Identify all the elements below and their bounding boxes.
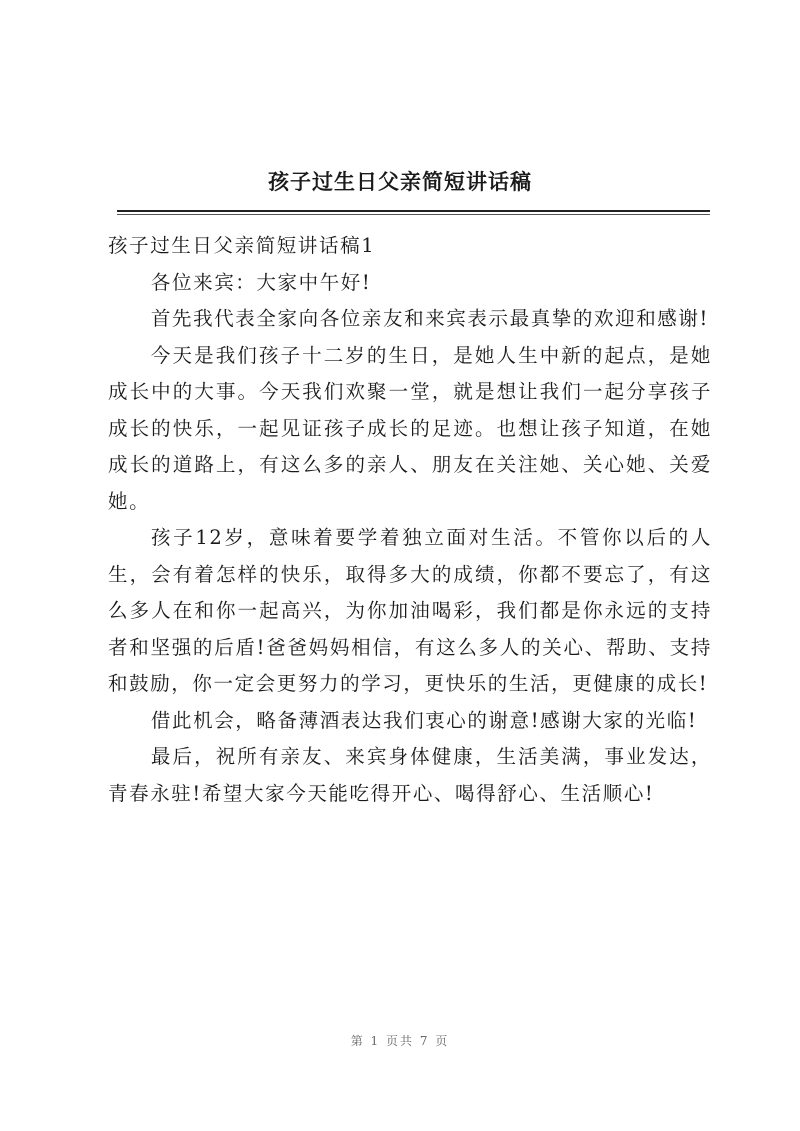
paragraph-welcome: 首先我代表全家向各位亲友和来宾表示最真挚的欢迎和感谢!	[150, 307, 709, 330]
document-title: 孩子过生日父亲简短讲话稿	[268, 170, 532, 194]
paragraph-greeting: 各位来宾：大家中午好!	[150, 270, 372, 294]
title-rule-thick	[117, 210, 710, 212]
paragraph-growth: 孩子12岁，意味着要学着独立面对生活。不管你以后的人生，会有着怎样的快乐，取得多大的成绩，你都不要忘了，有这么多人在和你一起高兴，为你加油喝彩，我们都是你永远的支持者和坚强的后盾!爸爸妈妈相信，有这么多人的关心、帮助、支持和鼓励，你一定会更努力的学习，更快乐的生活，更健康的成长!	[108, 526, 712, 695]
paragraph-birthday: 今天是我们孩子十二岁的生日，是她人生中新的起点，是她成长中的大事。今天我们欢聚一堂，就是想让我们一起分享孩子成长的快乐，一起见证孩子成长的足迹。也想让孩子知道，在她成长的道路上，有这么多的亲人、朋友在关注她、关心她、关爱她。	[108, 343, 712, 513]
paragraph-thanks: 借此机会，略备薄酒表达我们衷心的谢意!感谢大家的光临!	[150, 708, 698, 732]
section-heading: 孩子过生日父亲简短讲话稿1	[108, 234, 376, 257]
document-body	[108, 228, 712, 812]
page-footer: 第 1 页共 7 页	[350, 1034, 450, 1048]
title-rule-thin	[117, 214, 710, 215]
paragraph-closing: 最后，祝所有亲友、来宾身体健康，生活美满，事业发达，青春永驻!希望大家今天能吃得开心、喝得舒心、生活顺心!	[108, 745, 712, 805]
